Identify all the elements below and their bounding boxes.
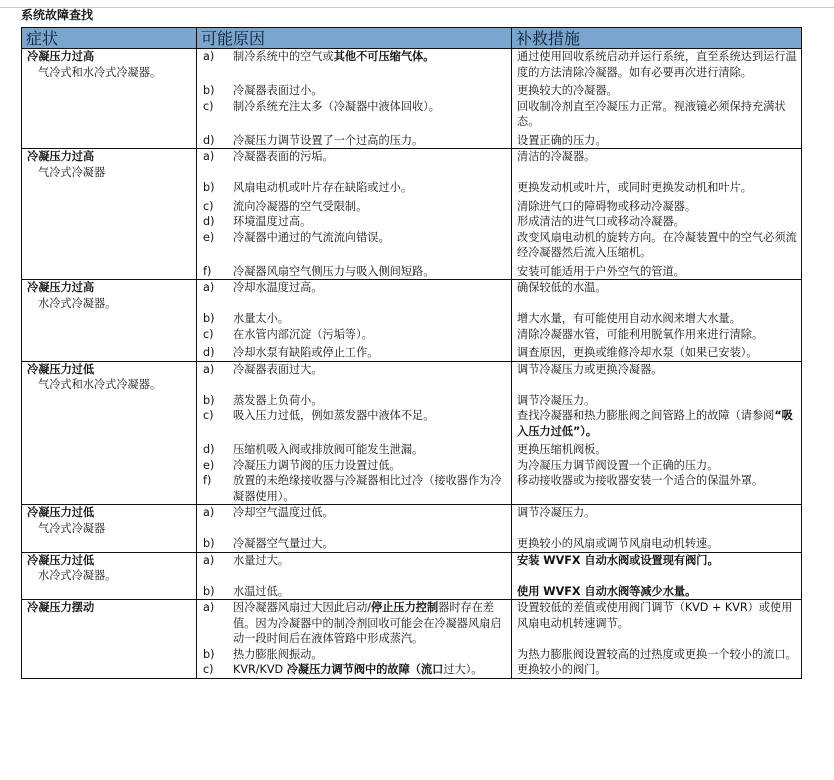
cause-cell [197,199,512,215]
cause-cell [197,662,512,678]
remedy-text [512,199,801,215]
remedy-cell [512,408,802,442]
table-header-row [22,28,802,49]
symptom-cell [22,361,197,393]
cause-text [233,327,509,343]
remedy-text-plain: 查找冷凝器和热力膨胀阀之间管路上的故障（请参阅 [517,409,775,422]
symptom-cell [22,311,197,327]
cause-cell [197,552,512,584]
cause-text [233,280,509,296]
remedy-text-plain: 设置较低的差值或使用阀门调节（KVD + KVR）或使用风扇电动机转速调节。 [517,601,793,630]
cause-letter: b) [203,393,215,407]
symptom-cell [22,536,197,552]
symptom-cell [22,600,197,647]
cause-cell [197,408,512,442]
remedy-text-bold: “吸入压力过低”）。 [517,409,793,438]
remedy-text [512,408,801,439]
symptom-cell [22,408,197,442]
cause-letter: d) [203,133,215,147]
table-body [22,49,802,679]
remedy-text [512,345,801,361]
remedy-text-plain: 更换较小的阀门。 [517,663,607,676]
remedy-text-plain: 改变风扇电动机的旋转方向。在冷凝装置中的空气必须流经冷凝器然后流入压缩机。 [517,230,797,259]
symptom-cell [22,83,197,99]
symptom-subtitle: 气冷式和水冷式冷凝器。 [38,378,162,391]
cause-cell [197,99,512,133]
symptom-cell [22,345,197,361]
cause-cell [197,647,512,663]
cause-text-plain: 因冷凝器风扇过大因此启动/ [233,601,372,614]
cause-text-plain: 水量过大。 [233,553,289,567]
cause-text [233,584,509,600]
symptom-cell [22,264,197,280]
table-row [22,442,802,458]
top-rule [0,0,834,8]
symptom-cell [22,199,197,215]
remedy-text-plain: 调查原因，更换或维修冷却水泵（如果已安装）。 [517,346,758,359]
remedy-cell [512,180,802,199]
remedy-text [512,49,801,80]
cause-text-plain: 蒸发器上负荷小。 [233,393,323,407]
cause-cell [197,442,512,458]
cause-text [233,133,509,149]
remedy-text [512,83,801,99]
remedy-cell [512,149,802,181]
table-row [22,327,802,346]
cause-letter: a) [203,601,215,614]
cause-letter: a) [203,506,215,519]
remedy-text [512,473,801,489]
symptom-subtitle: 气冷式冷凝器 [38,165,106,179]
table-row [22,99,802,133]
remedy-text-plain: 更换较大的冷凝器。 [517,84,618,97]
cause-text-plain: 水量太小。 [233,312,289,325]
cause-text [233,600,509,647]
cause-text [233,473,509,504]
symptom-title: 冷凝压力过低 [27,506,95,519]
cause-cell [197,473,512,505]
troubleshooting-table [21,27,802,679]
remedy-text-plain: 通过使用回收系统启动并运行系统，直至系统达到运行温度的方法清除冷凝器。如有必要再次进行清除。 [517,50,797,79]
cause-text-plain: 制冷系统充注太多（冷凝器中液体回收）。 [233,99,440,113]
symptom-cell [22,133,197,149]
cause-letter: b) [203,537,215,550]
header-remedy: 补救措施 [512,28,802,49]
cause-text-bold: 停止压力控制 [371,601,439,614]
symptom-cell [22,505,197,537]
cause-cell [197,149,512,181]
remedy-cell [512,311,802,327]
cause-text [233,458,509,474]
cause-cell [197,584,512,600]
cause-text-plain: 冷凝器表面过大。 [233,362,323,376]
cause-letter: f) [203,264,212,278]
remedy-text [512,180,801,196]
remedy-text [512,230,801,261]
cause-cell [197,505,512,537]
table-row [22,83,802,99]
header-cause: 可能原因 [197,28,512,49]
remedy-text [512,133,801,149]
cause-text-plain: 制冷系统中的空气或 [233,50,334,63]
cause-text [233,362,509,378]
table-row [22,180,802,199]
cause-text [233,214,509,230]
symptom-cell [22,327,197,346]
remedy-text-plain: 清洁的冷凝器。 [517,150,596,163]
remedy-text [512,362,801,378]
cause-text-plain: 冷却水温度过高。 [233,281,323,294]
table-row [22,230,802,264]
cause-text-plain: 压缩机吸入阀或排放阀可能发生泄漏。 [233,443,424,456]
cause-letter: c) [203,409,214,422]
cause-cell [197,83,512,99]
cause-text-plain: 冷凝器表面的污垢。 [233,150,334,163]
remedy-text-plain: 回收制冷剂直至冷凝压力正常。视液镜必须保持充满状态。 [517,99,786,128]
cause-letter: e) [203,230,215,244]
remedy-text [512,264,801,280]
cause-letter: f) [203,474,212,487]
symptom-cell [22,214,197,230]
remedy-text [512,442,801,458]
remedy-cell [512,361,802,393]
cause-text-plain: 在水管内部沉淀（污垢等）。 [233,327,373,341]
remedy-cell [512,662,802,678]
cause-letter: c) [203,99,214,113]
cause-text [233,49,509,65]
cause-text [233,647,509,663]
remedy-cell [512,214,802,230]
remedy-text-plain: 更换较小的风扇或调节风扇电动机转速。 [517,537,719,550]
cause-cell [197,264,512,280]
cause-letter: a) [203,50,215,63]
cause-letter: c) [203,199,214,213]
cause-text-bold: 冷凝压力调节阀中的故障（流口 [286,663,444,676]
symptom-cell [22,230,197,264]
table-row [22,536,802,552]
cause-cell [197,536,512,552]
remedy-text [512,99,801,130]
remedy-text [512,536,801,552]
cause-letter: b) [203,312,215,325]
symptom-cell [22,647,197,663]
cause-text [233,149,509,165]
remedy-text [512,647,801,663]
remedy-text-plain: 调节冷凝压力。 [517,506,596,519]
cause-letter: b) [203,647,215,661]
cause-cell [197,393,512,409]
remedy-cell [512,49,802,84]
remedy-cell [512,327,802,346]
remedy-text [512,311,801,327]
symptom-cell [22,393,197,409]
symptom-subtitle: 气冷式和水冷式冷凝器。 [38,65,162,79]
symptom-cell [22,552,197,584]
cause-text [233,553,509,569]
remedy-text-plain: 增大水量，有可能使用自动水阀来增大水量。 [517,312,741,325]
remedy-text-plain: 形成清洁的进气口或移动冷凝器。 [517,215,685,228]
remedy-text [512,584,801,600]
cause-letter: a) [203,150,215,163]
cause-text [233,264,509,280]
remedy-cell [512,584,802,600]
cause-text-plain: 冷凝器中通过的气流流向错误。 [233,230,390,244]
cause-cell [197,311,512,327]
symptom-cell [22,149,197,181]
symptom-title: 冷凝压力过高 [27,150,95,163]
remedy-text [512,327,801,343]
table-row [22,662,802,678]
cause-letter: a) [203,553,215,567]
remedy-text [512,393,801,409]
cause-text-plain: KVR/KVD [233,663,287,676]
remedy-text [512,280,801,296]
cause-text-plain: 流向冷凝器的空气受限制。 [233,199,368,213]
remedy-text-bold: 使用 WVFX 自动水阀等减少水量。 [517,584,697,598]
cause-text-plain: 冷凝器表面过小。 [233,84,323,97]
cause-cell [197,230,512,264]
remedy-cell [512,280,802,312]
cause-text-plain: 冷凝器风扇空气侧压力与吸入侧间短路。 [233,264,435,278]
table-row [22,133,802,149]
remedy-text [512,458,801,474]
table-row [22,311,802,327]
remedy-text-plain: 移动接收器或为接收器安装一个适合的保温外罩。 [517,474,764,487]
remedy-cell [512,505,802,537]
remedy-cell [512,264,802,280]
remedy-cell [512,83,802,99]
remedy-cell [512,536,802,552]
cause-cell [197,133,512,149]
cause-letter: e) [203,458,215,472]
cause-text [233,311,509,327]
symptom-cell [22,584,197,600]
cause-letter: b) [203,584,215,598]
cause-cell [197,180,512,199]
table-row [22,345,802,361]
cause-letter: a) [203,362,215,376]
cause-text [233,505,509,521]
cause-letter: c) [203,663,214,676]
symptom-cell [22,49,197,84]
table-row [22,408,802,442]
cause-letter: a) [203,281,215,294]
cause-letter: b) [203,181,215,194]
table-row [22,505,802,537]
cause-text-plain: 风扇电动机或叶片存在缺陷或过小。 [233,181,413,194]
cause-text-plain: 热力膨胀阀振动。 [233,647,323,661]
table-row [22,458,802,474]
cause-text-plain: 冷凝器空气量过大。 [233,537,334,550]
cause-text-plain: 冷却空气温度过低。 [233,506,334,519]
symptom-cell [22,473,197,505]
cause-text-plain: 放置的未绝缘接收器与冷凝器相比过冷（接收器作为冷凝器使用）。 [233,474,502,503]
cause-cell [197,327,512,346]
symptom-title: 冷凝压力摆动 [27,601,95,614]
cause-text [233,536,509,552]
table-row [22,149,802,181]
table-row [22,361,802,393]
cause-text-after: 器时存在差值。因为冷凝器中的制冷剂回收可能会在冷凝器风扇启动一段时间后在液体管路中形成蒸汽。 [233,601,502,645]
remedy-text-plain: 调节冷凝压力。 [517,393,596,407]
cause-text-plain: 冷凝压力调节阀的压力设置过低。 [233,458,401,472]
symptom-cell [22,180,197,199]
remedy-cell [512,458,802,474]
remedy-text-plain: 更换压缩机阀板。 [517,443,607,456]
cause-text [233,442,509,458]
table-row [22,214,802,230]
cause-cell [197,345,512,361]
table-row [22,552,802,584]
cause-cell [197,458,512,474]
table-row [22,647,802,663]
symptom-subtitle: 水冷式冷凝器。 [38,296,117,310]
remedy-cell [512,199,802,215]
remedy-cell [512,600,802,647]
cause-letter: d) [203,346,215,359]
remedy-text-bold: 安装 WVFX 自动水阀或设置现有阀门。 [517,553,719,567]
symptom-cell [22,442,197,458]
cause-letter: b) [203,84,215,97]
table-row [22,473,802,505]
cause-text [233,99,509,115]
remedy-text [512,553,801,569]
cause-cell [197,361,512,393]
cause-text-plain: 冷凝压力调节设置了一个过高的压力。 [233,133,424,147]
symptom-subtitle: 气冷式冷凝器 [38,521,106,535]
remedy-text-plain: 设置正确的压力。 [517,133,607,147]
remedy-text-plain: 更换发动机或叶片，或同时更换发动机和叶片。 [517,181,752,194]
cause-cell [197,600,512,647]
cause-text [233,199,509,215]
cause-text-bold: 其他不可压缩气体。 [333,50,435,63]
cause-text-after: 过大）。 [443,663,483,676]
remedy-text [512,505,801,521]
cause-text [233,345,509,361]
cause-text [233,662,509,678]
cause-cell [197,49,512,84]
remedy-text [512,600,801,631]
remedy-text-plain: 调节冷凝压力或更换冷凝器。 [517,362,663,376]
remedy-cell [512,133,802,149]
cause-text [233,393,509,409]
symptom-title: 冷凝压力过高 [27,281,95,294]
remedy-text [512,662,801,678]
symptom-title: 冷凝压力过高 [27,50,95,63]
cause-letter: d) [203,215,215,228]
remedy-text-plain: 确保较低的水温。 [517,281,607,294]
cause-text-plain: 水温过低。 [233,584,289,598]
table-row [22,584,802,600]
page-title: 系统故障查找 [21,8,94,22]
remedy-cell [512,230,802,264]
table-row [22,393,802,409]
remedy-cell [512,473,802,505]
symptom-cell [22,458,197,474]
table-row [22,264,802,280]
cause-text-plain: 吸入压力过低，例如蒸发器中液体不足。 [233,409,435,422]
remedy-text-plain: 清除进气口的障碍物或移动冷凝器。 [517,199,697,213]
cause-cell [197,280,512,312]
symptom-title: 冷凝压力过低 [27,553,95,567]
cause-text [233,83,509,99]
symptom-cell [22,280,197,312]
remedy-cell [512,647,802,663]
table-row [22,199,802,215]
table-row [22,280,802,312]
symptom-cell [22,662,197,678]
remedy-text [512,149,801,165]
symptom-subtitle: 水冷式冷凝器。 [38,569,117,582]
cause-text [233,180,509,196]
remedy-text-plain: 为冷凝压力调节阀设置一个正确的压力。 [517,458,719,472]
remedy-cell [512,345,802,361]
remedy-cell [512,393,802,409]
remedy-cell [512,552,802,584]
symptom-cell [22,99,197,133]
remedy-text-plain: 清除冷凝器水管，可能利用脱氧作用来进行清除。 [517,327,764,341]
cause-letter: c) [203,327,214,341]
remedy-text-plain: 安装可能适用于户外空气的管道。 [517,264,685,278]
table-row [22,49,802,84]
remedy-text-plain: 为热力膨胀阀设置较高的过热度或更换一个较小的流口。 [517,647,797,661]
cause-text-plain: 环境温度过高。 [233,215,312,228]
remedy-cell [512,99,802,133]
cause-text [233,408,509,424]
remedy-text [512,214,801,230]
cause-text [233,230,509,246]
cause-cell [197,214,512,230]
cause-text-plain: 冷却水泵有缺陷或停止工作。 [233,346,379,359]
symptom-title: 冷凝压力过低 [27,362,95,376]
cause-letter: d) [203,443,215,456]
table-row [22,600,802,647]
remedy-cell [512,442,802,458]
header-symptom: 症状 [22,28,197,49]
